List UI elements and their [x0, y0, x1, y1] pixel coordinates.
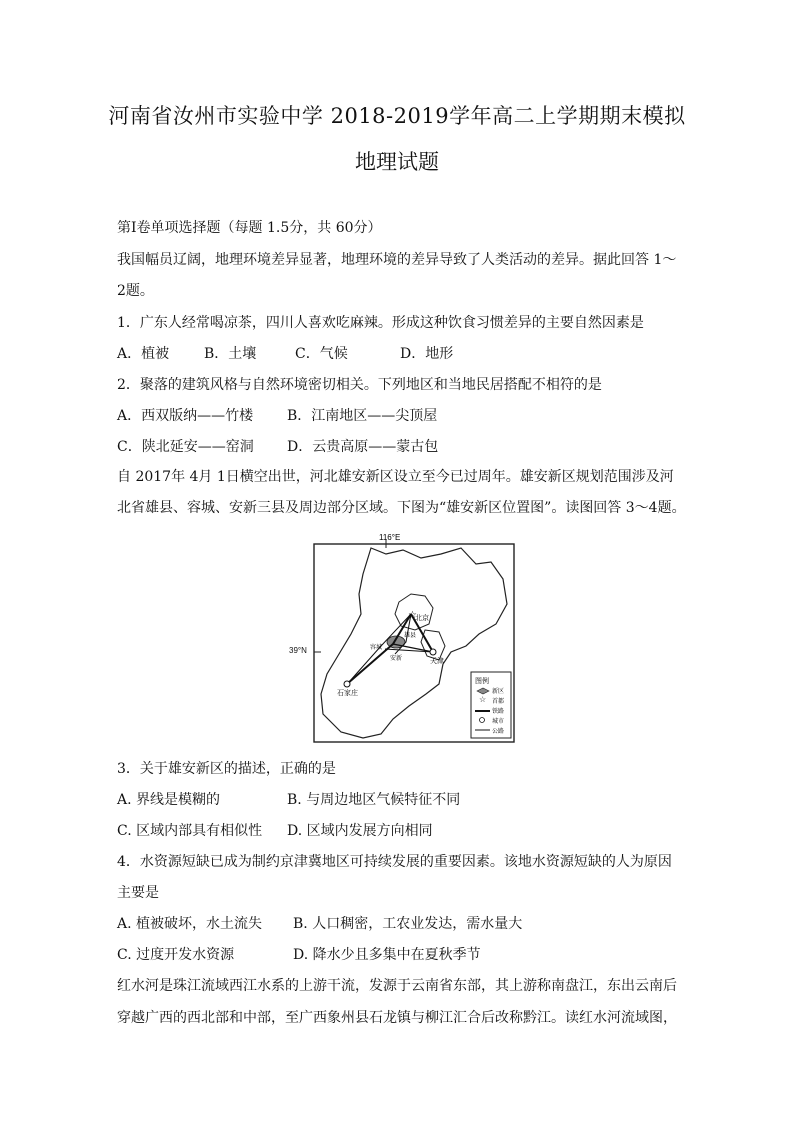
q1-option-d: D．地形 — [400, 346, 454, 362]
question-4-stem: 4．水资源短缺已成为制约京津冀地区可持续发展的重要因素。该地水资源短缺的人为原因 — [117, 854, 672, 870]
map-city-tianjin: 天津 — [430, 657, 444, 665]
q2-option-b: B．江南地区——尖顶屋 — [287, 408, 438, 424]
legend-item: 公路 — [492, 728, 505, 735]
q2-option-c: C．陕北延安——窑洞 — [117, 439, 254, 455]
map-city-xiongxian: 雄县 — [404, 632, 417, 639]
capital-icon: ☆ — [408, 610, 417, 621]
q2-option-d: D．云贵高原——蒙古包 — [287, 439, 439, 455]
map-lat-label-outside: 39°N — [289, 646, 307, 655]
intro-paragraph-line: 2题。 — [117, 283, 154, 299]
q3-option-b: B. 与周边地区气候特征不同 — [287, 792, 461, 808]
legend-item: 新区 — [492, 688, 505, 695]
intro-paragraph-line: 穿越广西的西北部和中部，至广西象州县石龙镇与柳江汇合后改称黔江。读红水河流域图， — [117, 1010, 677, 1026]
q1-option-a: A．植被 — [117, 346, 170, 362]
q1-option-c: C．气候 — [295, 346, 348, 362]
exam-title: 河南省汝州市实验中学 2018-2019学年高二上学期期末模拟 — [108, 104, 686, 128]
intro-paragraph-line: 红水河是珠江流域西江水系的上游干流，发源于云南省东部，其上游称南盘江，东出云南后 — [117, 978, 677, 994]
question-4-stem-cont: 主要是 — [117, 885, 159, 901]
legend-title: 图例 — [475, 677, 489, 685]
q3-option-c: C. 区域内部具有相似性 — [117, 823, 263, 839]
question-1-stem: 1．广东人经常喝凉茶，四川人喜欢吃麻辣。形成这种饮食习惯差异的主要自然因素是 — [117, 315, 644, 331]
q1-option-b: B．土壤 — [204, 346, 257, 362]
legend-capital-icon: ☆ — [479, 695, 487, 704]
map-city-shijiazhuang: 石家庄 — [337, 689, 358, 697]
exam-subject-title: 地理试题 — [355, 150, 439, 174]
xiongan-location-map — [311, 534, 518, 744]
legend-item: 城市 — [492, 718, 505, 725]
section-header: 第Ⅰ卷单项选择题（每题 1.5分，共 60分） — [117, 220, 382, 236]
question-3-stem: 3．关于雄安新区的描述，正确的是 — [117, 761, 336, 777]
map-city-rongcheng: 容城 — [370, 644, 383, 651]
map-lon-label: 116°E — [379, 534, 401, 542]
map-city-beijing: 北京 — [415, 614, 429, 622]
q4-option-d: D. 降水少且多集中在夏秋季节 — [293, 947, 481, 963]
intro-paragraph-line: 自 2017年 4月 1日横空出世，河北雄安新区设立至今已过周年。雄安新区规划范围涉及河 — [117, 469, 674, 485]
question-2-stem: 2．聚落的建筑风格与自然环境密切相关。下列地区和当地民居搭配不相符的是 — [117, 377, 602, 393]
q3-option-a: A. 界线是模糊的 — [117, 792, 221, 808]
q4-option-b: B. 人口稠密，工农业发达，需水量大 — [293, 916, 523, 932]
legend-item: 铁路 — [492, 708, 505, 715]
q2-option-a: A．西双版纳——竹楼 — [117, 408, 254, 424]
q4-option-c: C. 过度开发水资源 — [117, 947, 235, 963]
q4-option-a: A. 植被破坏，水土流失 — [117, 916, 263, 932]
legend-item: 首都 — [492, 698, 505, 705]
q3-option-d: D. 区域内发展方向相同 — [287, 823, 433, 839]
intro-paragraph-line: 我国幅员辽阔，地理环境差异显著，地理环境的差异导致了人类活动的差异。据此回答 1～ — [117, 252, 677, 268]
map-city-anxin: 安新 — [390, 655, 403, 662]
intro-paragraph-line: 北省雄县、容城、安新三县及周边部分区域。下图为“雄安新区位置图”。读图回答 3～4题。 — [117, 500, 686, 516]
